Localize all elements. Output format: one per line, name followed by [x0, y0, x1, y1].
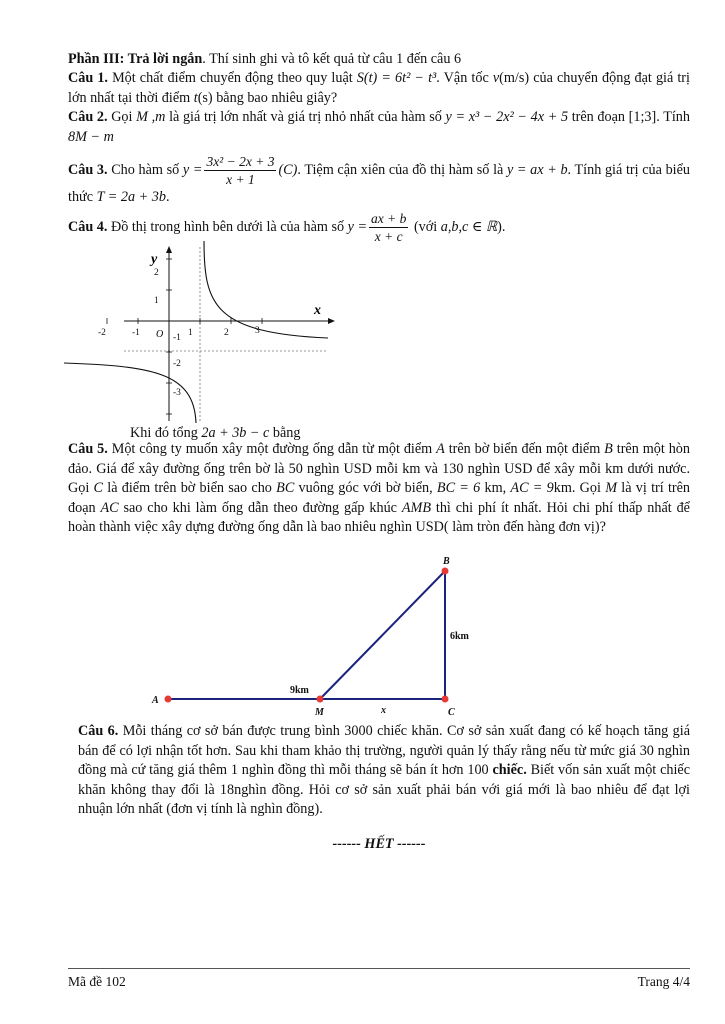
question-5 — [68, 440, 690, 538]
q5-text: là vị trí trên đoạn — [68, 480, 691, 516]
q3-label: Câu 3. — [68, 161, 108, 178]
y-axis-arrow — [166, 246, 172, 253]
section-header — [68, 50, 690, 69]
section-instruction: . Thí sinh ghi và tô kết quả từ câu 1 đến câu 6 — [202, 51, 462, 67]
q5-label: Câu 5. — [68, 441, 108, 457]
q5-text: km. Gọi — [553, 480, 606, 496]
q4-label: Câu 4. — [68, 218, 108, 235]
q3-denominator: x + 1 — [226, 172, 255, 187]
q4-caption-text: Khi đó tổng — [130, 425, 202, 441]
q3-numerator: 3x² − 2x + 3 — [206, 154, 275, 169]
q5-var: BC — [276, 480, 295, 496]
q6-number: 30 — [639, 742, 654, 759]
q1-text: (s) bằng bao nhiêu giây? — [197, 89, 338, 106]
q1-var: v — [492, 70, 500, 86]
footer-divider — [68, 968, 690, 969]
q2-formula: y = x³ − 2x² − 4x + 5 — [445, 109, 569, 125]
q4-y: y = — [347, 218, 368, 235]
y-tick-label: -2 — [173, 358, 181, 369]
q5-text: nghìn USD để xây mỗi km dưới nước. Gọi — [68, 460, 690, 496]
q4-fraction — [369, 210, 408, 245]
triangle-diagram — [68, 555, 690, 725]
point-m — [317, 696, 324, 703]
section-title: Phần III: Trả lời ngắn — [68, 51, 203, 67]
q6-text: chiếc khăn. Cơ sở sản xuất đang có kế hoạch tăng giá bán để có lợi nhận tốt hơn. Sau khi tham khảo thị trường, người quản lý thấy rằng nếu từ mức giá — [78, 723, 691, 759]
q5-text: trên một hòn đảo. Giá để xây đường ống trên bờ là — [68, 441, 690, 477]
q3-text: . Tiệm cận xiên của đồ thị hàm số là — [297, 161, 507, 178]
x-tick-label: -2 — [98, 327, 106, 338]
q4-text: ). — [497, 218, 506, 235]
q1-var: t — [193, 89, 198, 106]
question-6 — [78, 722, 690, 820]
q5-eq: BC = 6 — [436, 480, 481, 496]
q4-denominator: x + c — [374, 228, 403, 244]
q2-text: Gọi — [107, 109, 137, 125]
graph-branch-right — [204, 241, 328, 338]
label-m: M — [315, 707, 324, 718]
q1-text: Một chất điểm chuyển động theo quy luật — [107, 70, 357, 86]
q6-text: nghìn đồng thì mỗi tháng sẽ bán ít hơn — [237, 762, 468, 778]
q6-number: 18 — [219, 781, 235, 798]
point-a — [165, 696, 172, 703]
q6-text: nghìn đồng mà cứ tăng giá thêm — [78, 742, 690, 778]
q1-formula: S(t) = 6t² − t³ — [356, 70, 437, 86]
label-x: x — [381, 705, 386, 716]
q4-condition: a,b,c ∈ ℝ — [440, 218, 498, 235]
q5-var: AMB — [401, 499, 431, 516]
q6-number: 100 — [467, 762, 489, 778]
q2-text: trên đoạn — [568, 109, 629, 125]
q5-eq: AC = 9 — [510, 480, 554, 496]
q2-text: là giá trị lớn nhất và giá trị nhỏ nhất của hàm số — [165, 109, 446, 125]
x-axis-label: x — [314, 302, 321, 318]
q3-asymptote: y = ax + b — [506, 161, 568, 178]
end-mark: ------ HẾT ------ — [332, 836, 426, 852]
q6-text: nghìn đồng. Hỏi cơ sở sản xuất phải bán với giá mới là bao nhiêu để đạt lợi nhuận lớn nhất (đơn vị tính là nghìn đồng). — [78, 781, 690, 817]
x-tick-label: 2 — [224, 327, 229, 338]
q6-label: Câu 6. — [78, 723, 119, 739]
point-c — [442, 696, 449, 703]
q6-number: 1 — [230, 762, 238, 778]
q3-curve: (C) — [278, 161, 298, 178]
question-4 — [68, 210, 690, 245]
q3-expr: T = 2a + 3b — [96, 189, 166, 205]
exam-page — [68, 50, 691, 852]
q4-text: Đồ thị trong hình bên dưới là của hàm số — [107, 218, 348, 235]
x-axis-arrow — [328, 318, 335, 324]
q3-text: Cho hàm số — [107, 161, 183, 178]
q5-var: C — [93, 480, 104, 496]
label-a: A — [152, 695, 159, 706]
function-graph — [98, 245, 690, 423]
q2-vars: M ,m — [136, 109, 166, 125]
q1-text: (m/s) của chuyển động đạt giá trị lớn nhất tại thời điểm — [68, 70, 690, 106]
q5-text: vuông góc với bờ biển, — [294, 480, 437, 496]
y-tick-label: 2 — [154, 267, 159, 278]
x-tick-label: 1 — [188, 327, 193, 338]
origin-label: O — [156, 328, 164, 340]
triangle-svg — [68, 555, 690, 725]
label-6km: 6km — [450, 631, 469, 642]
q6-text: Biết vốn sản xuất một chiếc khăn không thay đổi là — [78, 762, 690, 798]
q5-text: Một công ty muốn xây một đường ống dẫn từ một điểm — [107, 441, 437, 457]
q1-label: Câu 1. — [68, 70, 108, 86]
q3-text: . Tính giá trị của biểu thức — [68, 161, 690, 205]
label-9km: 9km — [290, 685, 309, 696]
label-b: B — [443, 556, 450, 567]
question-3 — [68, 153, 690, 208]
q5-var: AC — [100, 499, 119, 516]
y-tick-label: 1 — [154, 295, 159, 306]
q5-text: trên bờ biển đến một điểm — [444, 441, 605, 457]
q5-text: km, — [480, 480, 511, 496]
q3-text: . — [165, 189, 170, 205]
graph-svg — [98, 245, 344, 423]
q4-text: (với — [410, 218, 441, 235]
q5-var: B — [604, 441, 613, 457]
y-axis-label: y — [151, 251, 158, 267]
q5-text: thì chi phí ít nhất. Hỏi chi phí thấp nhất để hoàn thành việc xây dựng đường ống dẫn là bao nhiêu nghìn USD( làm tròn đến hàng đơn vị)? — [68, 499, 690, 535]
question-2 — [68, 108, 690, 147]
q5-text: là điểm trên bờ biển sao cho — [103, 480, 277, 496]
q5-text: nghìn USD mỗi km và — [302, 460, 443, 477]
y-tick-label: -3 — [173, 387, 181, 398]
q6-number: 3000 — [344, 723, 373, 739]
q4-caption-expr: 2a + 3b − c — [201, 425, 270, 441]
question-1 — [68, 69, 690, 108]
q3-fraction — [204, 153, 276, 188]
q5-text: sao cho khi làm ống dẫn theo đường gấp khúc — [118, 499, 402, 516]
q6-text: chiếc. — [488, 762, 527, 778]
q6-text: Mỗi tháng cơ sở bán được trung bình — [118, 723, 345, 739]
q5-number: 50 — [288, 460, 303, 477]
page-number: Trang 4/4 — [637, 974, 690, 989]
y-tick-label: -1 — [173, 332, 181, 343]
q2-expr: 8M − m — [68, 128, 114, 145]
q5-number: 130 — [442, 460, 464, 477]
point-b — [442, 568, 449, 575]
q5-var: A — [436, 441, 445, 457]
q2-interval: [1;3] — [628, 109, 657, 125]
exam-code: Mã đề 102 — [68, 974, 126, 989]
label-c: C — [448, 707, 455, 718]
q4-numerator: ax + b — [371, 210, 407, 226]
x-tick-label: -1 — [132, 327, 140, 338]
q3-y: y = — [182, 161, 203, 178]
pipe-line-mb — [320, 571, 445, 699]
q2-text: . Tính — [656, 109, 690, 125]
q1-text: . Vận tốc — [436, 70, 493, 86]
x-tick-label: 3 — [255, 325, 260, 336]
q2-label: Câu 2. — [68, 109, 108, 125]
q5-var: M — [605, 480, 618, 496]
q4-caption-text: bằng — [269, 425, 301, 441]
